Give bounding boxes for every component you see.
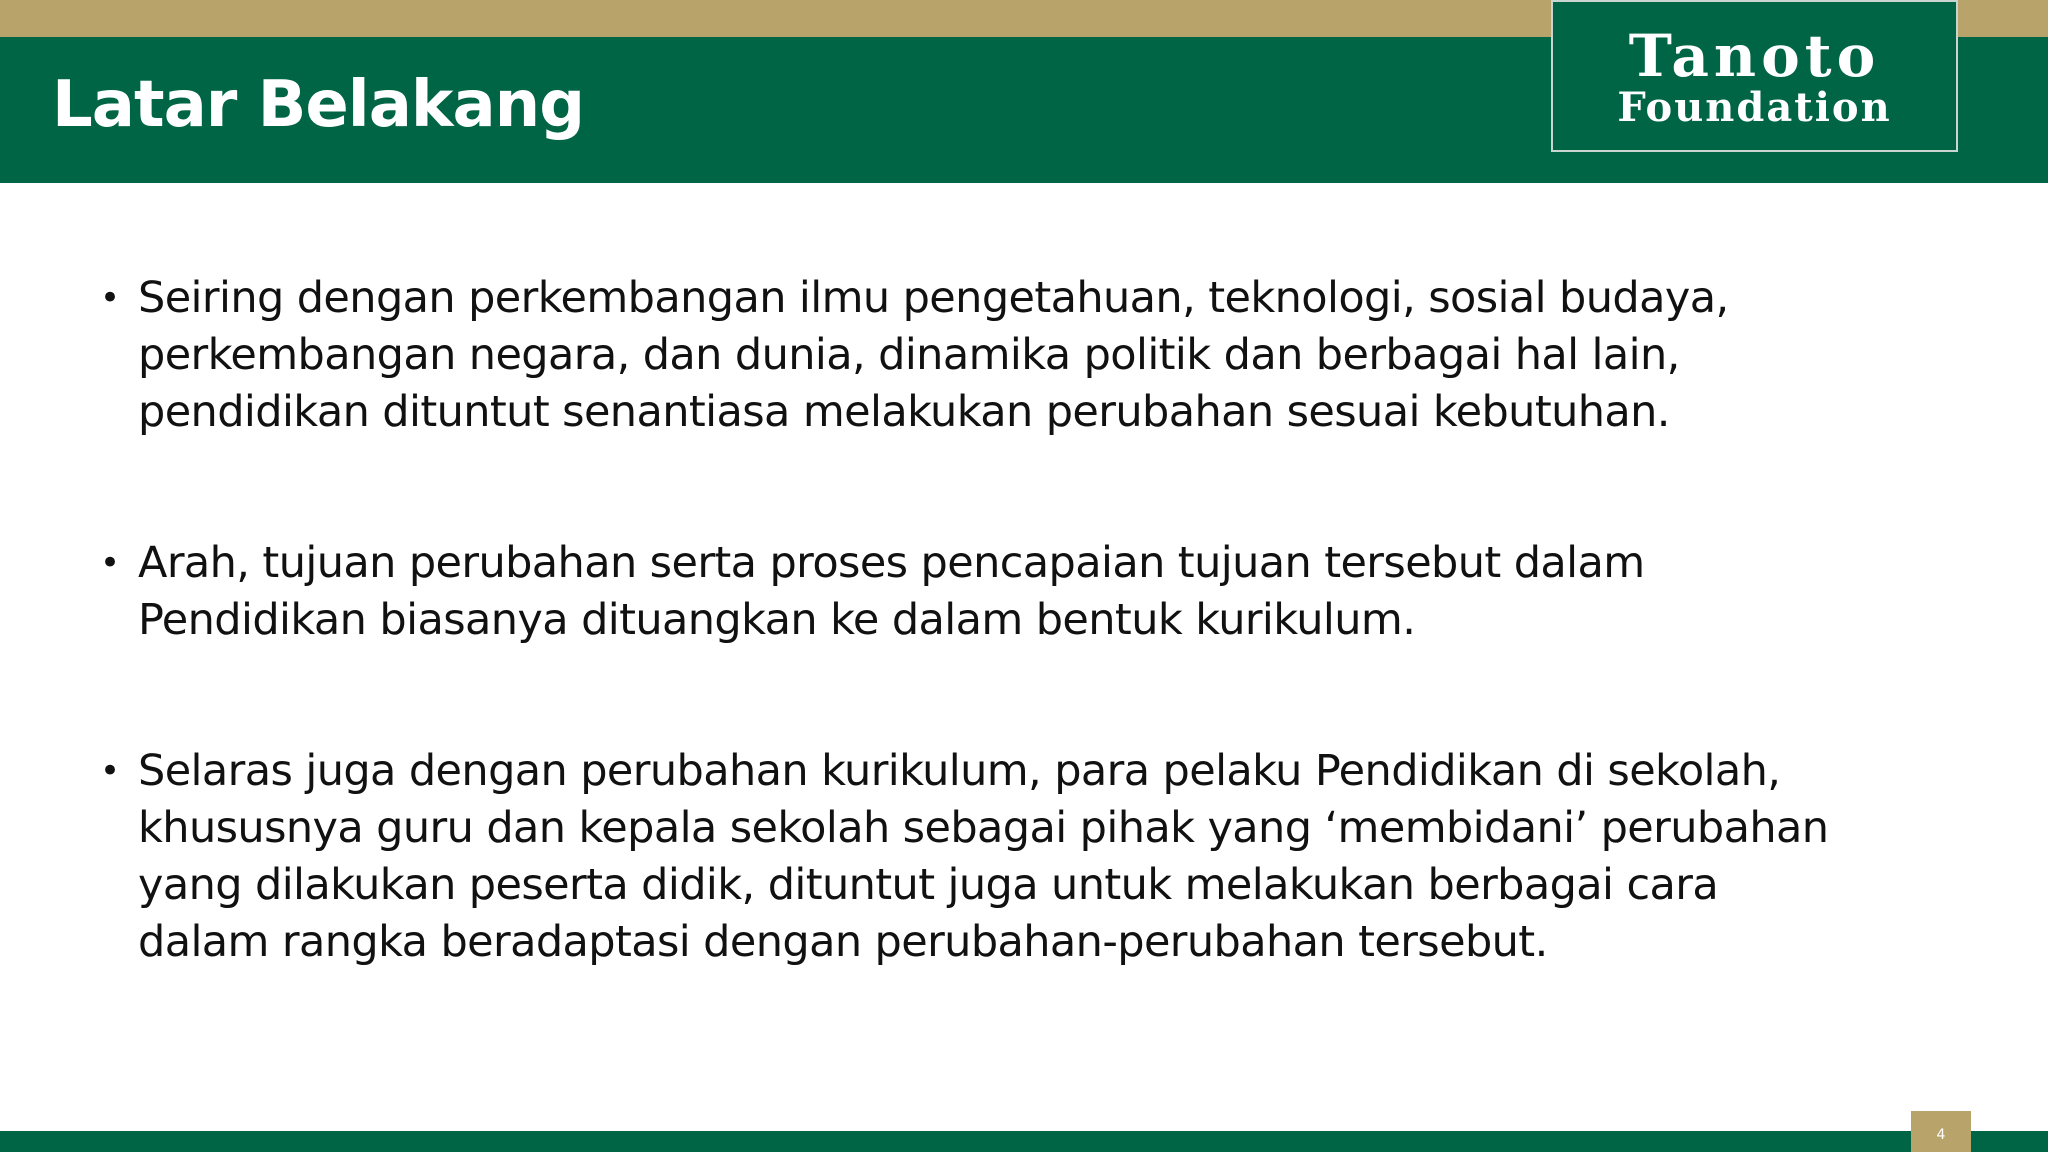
bullet-dot-icon: •	[100, 278, 120, 318]
bullet-line: pendidikan dituntut senantiasa melakukan perubahan sesuai kebutuhan.	[138, 387, 1670, 437]
bullet-list	[100, 270, 1940, 971]
bullet-line: Seiring dengan perkembangan ilmu pengetahuan, teknologi, sosial budaya,	[138, 273, 1729, 323]
bullet-dot-icon: •	[100, 543, 120, 583]
bullet-item-3	[100, 743, 1940, 971]
bullet-line: dalam rangka beradaptasi dengan perubahan-perubahan tersebut.	[138, 917, 1548, 967]
bullet-line: Arah, tujuan perubahan serta proses pencapaian tujuan tersebut dalam	[138, 538, 1645, 588]
footer-band	[0, 1131, 2048, 1152]
bullet-line: yang dilakukan peserta didik, dituntut juga untuk melakukan berbagai cara	[138, 860, 1719, 910]
tanoto-foundation-logo	[1551, 0, 1958, 152]
bullet-dot-icon: •	[100, 751, 120, 791]
page-number: 4	[1911, 1111, 1971, 1152]
bullet-line: Selaras juga dengan perubahan kurikulum, para pelaku Pendidikan di sekolah,	[138, 746, 1781, 796]
slide-title: Latar Belakang	[52, 68, 585, 142]
logo-text-foundation: Foundation	[1617, 84, 1892, 131]
logo-text-tanoto: Tanoto	[1628, 22, 1881, 90]
bullet-line: khususnya guru dan kepala sekolah sebagai pihak yang ‘membidani’ perubahan	[138, 803, 1829, 853]
bullet-item-1	[100, 270, 1940, 441]
bullet-line: perkembangan negara, dan dunia, dinamika politik dan berbagai hal lain,	[138, 330, 1680, 380]
bullet-line: Pendidikan biasanya dituangkan ke dalam bentuk kurikulum.	[138, 595, 1416, 645]
bullet-item-2	[100, 535, 1940, 649]
